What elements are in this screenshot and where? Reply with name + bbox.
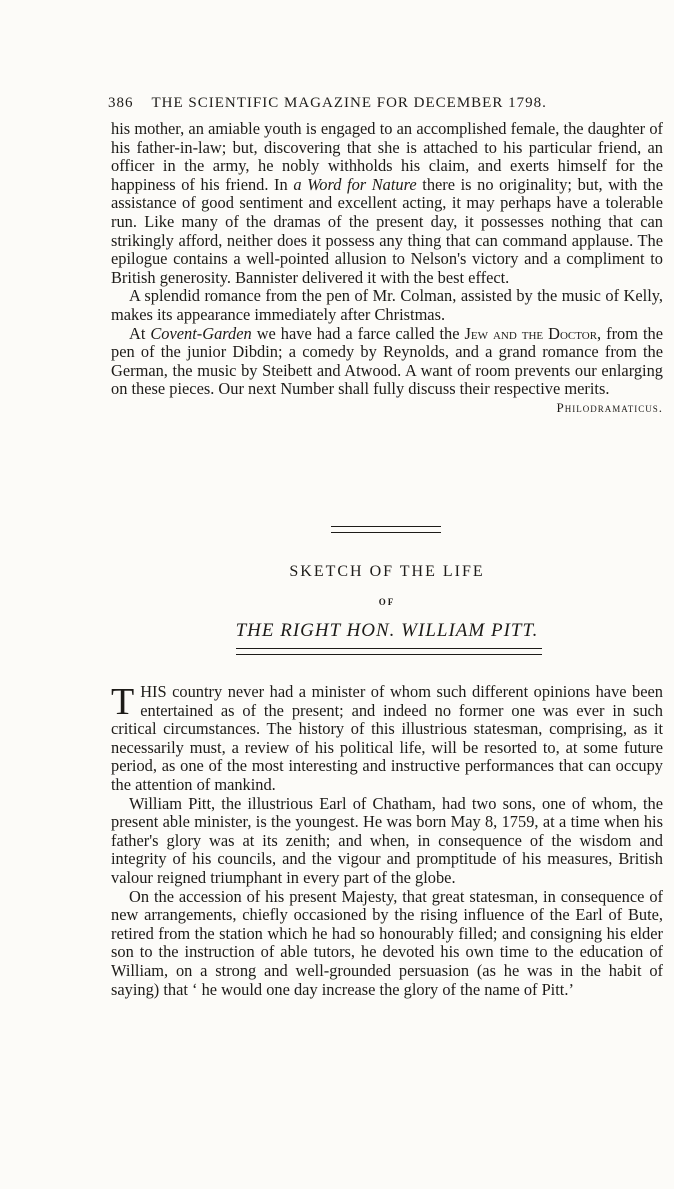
title-underline — [236, 648, 542, 655]
article-paragraph-3: On the accession of his present Majesty, that great statesman, in consequence of new arrangements, chiefly occasioned by the rising influence of the Earl of Bute, retired from the station which he had so honourably filled; and consigning his elder son to the instruction of able tutors, he devoted his own time to the education of William, on a strong and well-grounded persuasion (as he was in the habit of saying) that ‘ he would one day increase the glory of the name of Pitt.’ — [111, 886, 663, 999]
article-paragraph-2: William Pitt, the illustrious Earl of Chatham, had two sons, one of whom, the present able minister, is the youngest. He was born May 8, 1759, at a time when his father's glory was at its zenith; and when, in consequence of the wisdom and integrity of his councils, and the vigour and promptitude of his measures, British valour reigned triumphant in every part of the globe. — [111, 793, 663, 887]
play-title-word-for-nature: a Word for Nature — [293, 174, 417, 194]
article-title-line-1: SKETCH OF THE LIFE — [289, 563, 485, 580]
page-number: 386 — [108, 95, 134, 111]
venue-covent-garden: Covent-Garden — [150, 323, 252, 343]
article-title-main: THE RIGHT HON. WILLIAM PITT. — [235, 620, 539, 641]
play-title-jew-and-doctor: Jew and the Doctor — [464, 323, 598, 343]
running-title: THE SCIENTIFIC MAGAZINE FOR DECEMBER 1798. — [151, 95, 547, 111]
review-paragraph-3: At Covent-Garden we have had a farce called the Jew and the Doctor, from the pen of the junior Dibdin; a comedy by Reynolds, and a grand romance from the German, the music by Steibett and Atwood. A want of room prevents our enlarging on these pieces. Our next Number shall fully discuss their respective merits. — [111, 323, 663, 399]
drop-cap: T — [111, 681, 135, 723]
review-paragraph-2: A splendid romance from the pen of Mr. Colman, assisted by the music of Kelly, makes its appearance immediately after Christmas. — [111, 286, 663, 324]
article-title-line-2: OF — [378, 597, 396, 607]
theatre-review — [111, 120, 663, 416]
article-paragraph-1: THIS country never had a minister of whom such different opinions have been entertained as of the present; and indeed no former one was ever in such critical circumstances. The history of this illustrious statesman, comprising, as it necessarily must, a review of his political life, will be resorted to, at some future period, as one of the most interesting and instructive performances that can occupy the attention of mankind. — [111, 681, 663, 794]
review-paragraph-1: his mother, an amiable youth is engaged to an accomplished female, the daughter of his father-in-law; but, discovering that she is attached to his particular friend, an officer in the army, he nobly withholds his claim, and exerts himself for the happiness of his friend. In a Word for Nature there is no originality; but, with the assistance of good sentiment and excellent acting, it may perhaps have a tolerable run. Like many of the dramas of the present day, it possesses nothing that can strikingly afford, neither does it possess any thing that can command applause. The epilogue contains a well-pointed allusion to Nelson's victory and a compliment to British generosity. Bannister delivered it with the best effect. — [111, 119, 663, 287]
section-divider — [331, 526, 441, 533]
running-header — [108, 95, 668, 112]
article-body — [111, 683, 663, 999]
review-signature: Philodramaticus. — [556, 399, 663, 415]
